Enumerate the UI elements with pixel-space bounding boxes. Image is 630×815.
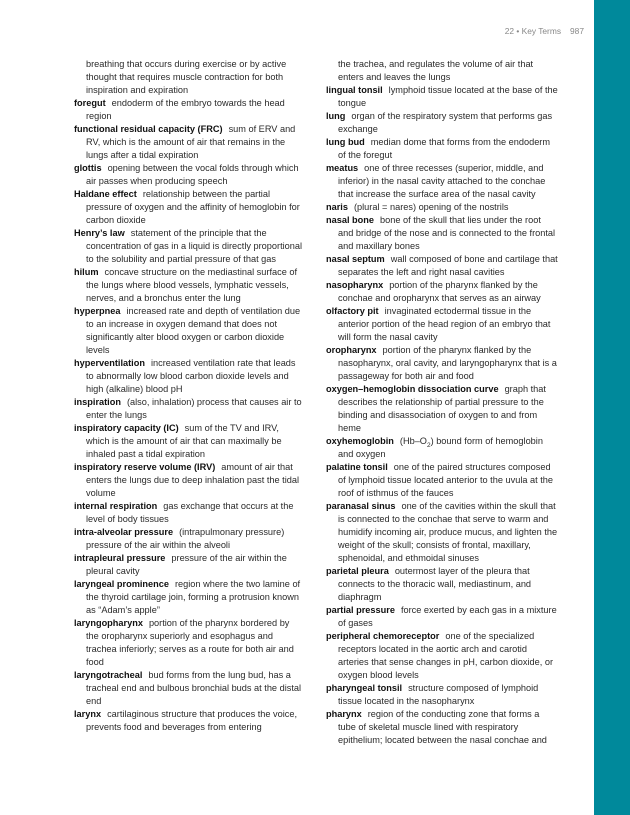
glossary-entry (326, 214, 558, 253)
glossary-entry (74, 396, 304, 422)
glossary-left-column (74, 58, 304, 734)
glossary-entry (74, 123, 304, 162)
glossary-definition: $(Hb-O_2)$ bound form of hemoglobin and oxygen (338, 436, 543, 459)
glossary-entry (74, 578, 304, 617)
glossary-definition: one of the cavities within the skull that is connected to the conchae that serve to warm and humidify incoming air, produce mucus, and lighten the weight of the skull; consists of frontal, maxillary, sphenoidal, and ethmoidal sinuses (338, 501, 558, 563)
glossary-definition: median dome that forms from the endoderm of the foregut (338, 137, 551, 160)
glossary-entry (74, 305, 304, 357)
glossary-term: oxygen–hemoglobin dissociation curve (326, 384, 499, 394)
glossary-right-column (326, 58, 558, 747)
glossary-entry (74, 162, 304, 188)
glossary-definition: graph that describes the relationship of partial pressure to the binding and disassociation of oxygen to and from heme (338, 384, 546, 433)
glossary-term: olfactory pit (326, 306, 379, 316)
glossary-entry (74, 669, 304, 708)
glossary-entry-continued (326, 58, 558, 84)
glossary-definition: force exerted by each gas in a mixture of gases (338, 605, 557, 628)
glossary-definition: increased rate and depth of ventilation due to an increase in oxygen demand that does not significantly alter blood oxygen or carbon dioxide levels (86, 306, 301, 355)
glossary-definition: concave structure on the mediastinal surface of the lungs where blood vessels, lymphatic vessels, nerves, and a bronchus enter the lung (86, 267, 298, 303)
glossary-entry (74, 617, 304, 669)
glossary-term: lung (326, 111, 346, 121)
glossary-term: inspiratory capacity (IC) (74, 423, 179, 433)
glossary-entry (74, 552, 304, 578)
glossary-entry (326, 344, 558, 383)
glossary-entry (326, 110, 558, 136)
glossary-entry (326, 682, 558, 708)
glossary-entry (326, 305, 558, 344)
glossary-definition: outermost layer of the pleura that connects to the thoracic wall, mediastinum, and diaphragm (338, 566, 532, 602)
glossary-entry (326, 162, 558, 201)
glossary-entry (74, 188, 304, 227)
glossary-definition: invaginated ectodermal tissue in the anterior portion of the head region of an embryo that will form the nasal cavity (338, 306, 551, 342)
glossary-term: nasopharynx (326, 280, 384, 290)
glossary-definition: increased ventilation rate that leads to abnormally low blood carbon dioxide levels and high (alkaline) blood pH (86, 358, 296, 394)
glossary-entry (74, 526, 304, 552)
glossary-entry (326, 435, 558, 461)
glossary-term: glottis (74, 163, 102, 173)
glossary-term: intra-alveolar pressure (74, 527, 174, 537)
glossary-term: functional residual capacity (FRC) (74, 124, 223, 134)
glossary-entry (74, 461, 304, 500)
glossary-definition: endoderm of the embryo towards the head region (86, 98, 285, 121)
glossary-entry (326, 136, 558, 162)
glossary-term: internal respiration (74, 501, 158, 511)
glossary-term: oxyhemoglobin (326, 436, 394, 446)
glossary-entry (74, 97, 304, 123)
glossary-term: laryngeal prominence (74, 579, 169, 589)
glossary-entry (326, 383, 558, 435)
glossary-entry (74, 357, 304, 396)
glossary-definition: (also, inhalation) process that causes air to enter the lungs (86, 397, 302, 420)
glossary-term: hyperpnea (74, 306, 121, 316)
glossary-term: lung bud (326, 137, 365, 147)
glossary-definition: region where the two lamine of the thyroid cartilage join, forming a protrusion known as “Adam’s apple” (86, 579, 301, 615)
glossary-term: inspiratory reserve volume (IRV) (74, 462, 216, 472)
glossary-definition: pressure of the air within the pleural cavity (86, 553, 287, 576)
glossary-term: partial pressure (326, 605, 395, 615)
glossary-entry (326, 461, 558, 500)
glossary-entry (326, 253, 558, 279)
glossary-definition: opening between the vocal folds through which air passes when producing speech (86, 163, 299, 186)
glossary-definition: one of three recesses (superior, middle, and inferior) in the nasal cavity attached to the conchae that increase the surface area of the nasal cavity (338, 163, 546, 199)
page-number: 987 (570, 26, 584, 36)
glossary-entry (326, 604, 558, 630)
glossary-entry (74, 708, 304, 734)
glossary-entry (326, 500, 558, 565)
glossary-definition: organ of the respiratory system that performs gas exchange (338, 111, 553, 134)
glossary-definition: one of the specialized receptors located in the aortic arch and carotid arteries that sense changes in pH, carbon dioxide, or oxygen blood levels (338, 631, 554, 680)
glossary-definition: statement of the principle that the concentration of gas in a liquid is directly proportional to the solubility and partial pressure of that gas (86, 228, 303, 264)
glossary-entry-continued (74, 58, 304, 97)
glossary-definition: bone of the skull that lies under the root and bridge of the nose and is connected to the frontal and maxillary bones (338, 215, 556, 251)
glossary-entry (74, 227, 304, 266)
glossary-definition: structure composed of lymphoid tissue located in the nasopharynx (338, 683, 539, 706)
glossary-term: laryngopharynx (74, 618, 143, 628)
glossary-term: Haldane effect (74, 189, 137, 199)
glossary-definition: sum of the TV and IRV, which is the amount of air that can maximally be inhaled past a tidal expiration (86, 423, 282, 459)
glossary-entry (326, 201, 558, 214)
glossary-term: laryngotracheal (74, 670, 143, 680)
glossary-entry (326, 279, 558, 305)
glossary-term: nasal septum (326, 254, 385, 264)
glossary-entry (326, 708, 558, 747)
running-head (505, 26, 584, 36)
glossary-term: paranasal sinus (326, 501, 396, 511)
glossary-term: meatus (326, 163, 359, 173)
glossary-definition: bud forms from the lung bud, has a tracheal end and bulbous bronchial buds at the distal end (86, 670, 302, 706)
glossary-term: intrapleural pressure (74, 553, 166, 563)
glossary-definition: region of the conducting zone that forms a tube of skeletal muscle lined with respiratory epithelium; located between the nasal conchae and (338, 709, 547, 745)
glossary-entry (326, 565, 558, 604)
glossary-term: peripheral chemoreceptor (326, 631, 440, 641)
glossary-term: nasal bone (326, 215, 374, 225)
glossary-term: inspiration (74, 397, 121, 407)
glossary-definition: wall composed of bone and cartilage that separates the left and right nasal cavities (338, 254, 558, 277)
glossary-term: hyperventilation (74, 358, 145, 368)
glossary-term: pharynx (326, 709, 362, 719)
glossary-term: naris (326, 202, 348, 212)
chapter-key-terms-label: 22 • Key Terms (504, 26, 562, 36)
glossary-definition: (plural = nares) opening of the nostrils (353, 202, 509, 212)
glossary-term: foregut (74, 98, 106, 108)
glossary-definition: lymphoid tissue located at the base of the tongue (338, 85, 558, 108)
glossary-definition: amount of air that enters the lungs due to deep inhalation past the tidal volume (86, 462, 299, 498)
glossary-term: lingual tonsil (326, 85, 383, 95)
chapter-color-band (594, 0, 630, 815)
glossary-definition: breathing that occurs during exercise or by active thought that requires muscle contraction for both inspiration and expiration (86, 59, 287, 95)
glossary-term: Henry’s law (74, 228, 125, 238)
glossary-definition: portion of the pharynx flanked by the conchae and oropharynx that serves as an airway (338, 280, 541, 303)
glossary-term: oropharynx (326, 345, 377, 355)
glossary-definition: portion of the pharynx flanked by the nasopharynx, oral cavity, and laryngopharynx that is a passageway for both air and food (338, 345, 557, 381)
glossary-definition: portion of the pharynx bordered by the oropharynx superiorly and esophagus and trachea inferiorly; serves as a route for both air and food (86, 618, 294, 667)
glossary-term: palatine tonsil (326, 462, 388, 472)
glossary-term: parietal pleura (326, 566, 389, 576)
glossary-entry (74, 266, 304, 305)
glossary-entry (326, 630, 558, 682)
glossary-definition: gas exchange that occurs at the level of body tissues (86, 501, 294, 524)
glossary-definition: relationship between the partial pressure of oxygen and the affinity of hemoglobin for carbon dioxide (86, 189, 300, 225)
glossary-term: larynx (74, 709, 102, 719)
glossary-definition: (intrapulmonary pressure) pressure of the air within the alveoli (86, 527, 285, 550)
glossary-entry (74, 422, 304, 461)
glossary-definition: one of the paired structures composed of lymphoid tissue located anterior to the uvula at the roof of isthmus of the fauces (338, 462, 554, 498)
glossary-definition: sum of ERV and RV, which is the amount of air that remains in the lungs after a tidal expiration (86, 124, 296, 160)
glossary-entry (326, 84, 558, 110)
glossary-term: pharyngeal tonsil (326, 683, 403, 693)
glossary-definition: cartilaginous structure that produces the voice, prevents food and beverages from entering (86, 709, 298, 732)
glossary-entry (74, 500, 304, 526)
glossary-definition: the trachea, and regulates the volume of air that enters and leaves the lungs (338, 59, 534, 82)
glossary-term: hilum (74, 267, 99, 277)
